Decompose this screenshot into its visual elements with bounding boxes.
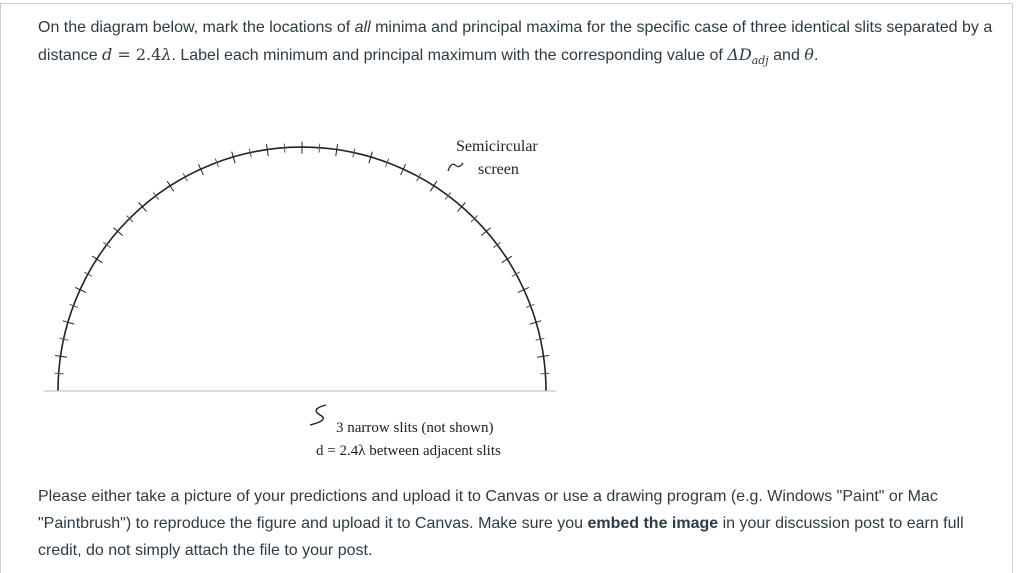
screen-tick-mark [319,144,320,153]
screen-tick-mark [540,373,549,374]
math-theta: θ [804,45,814,64]
question-part: and [768,47,805,64]
math-d: d [102,45,113,64]
instructions-bold: embed the image [587,515,719,532]
content-border-top [0,3,1012,4]
screen-arc [58,147,546,391]
question-emphasis: all [354,19,371,36]
semicircular-screen-diagram [0,125,1024,465]
screen-pointer-squiggle [448,163,463,171]
math-lambda: λ [161,45,172,64]
screen-tick-mark [284,144,285,153]
question-text [38,14,998,74]
question-part: . [813,47,819,64]
question-part: . Label each minimum and principal maximum with the corresponding value of [171,47,728,64]
math-subscript-adj: adj [751,54,769,67]
label-screen: screen [478,161,519,178]
screen-tick-mark [55,373,64,374]
instructions-part: Please either take a picture of your predictions and upload it to Canvas or use a drawing program (e.g. Windows "Paint" or Mac "Paintbrush") to reproduce the figure and upload it to Canvas. Make sure you [38,488,938,532]
math-eq: = 2.4 [112,45,162,64]
question-part: On the diagram below, mark the locations of [38,19,355,36]
semicircle-screen [53,142,552,391]
label-semicircular: Semicircular [456,138,538,155]
label-slits: 3 narrow slits (not shown) [336,420,494,436]
label-slit-spacing: d = 2.4λ between adjacent slits [316,443,501,459]
instructions-text [38,483,988,564]
instructions-part: in your discussion post to earn full credit, do not simply attach the file to your post. [38,515,964,559]
math-delta-d: ΔD [727,45,752,64]
slits-pointer-squiggle [310,405,326,425]
question-part: minima and principal maxima for the specific case of three identical slits separated by a distance [38,19,993,64]
